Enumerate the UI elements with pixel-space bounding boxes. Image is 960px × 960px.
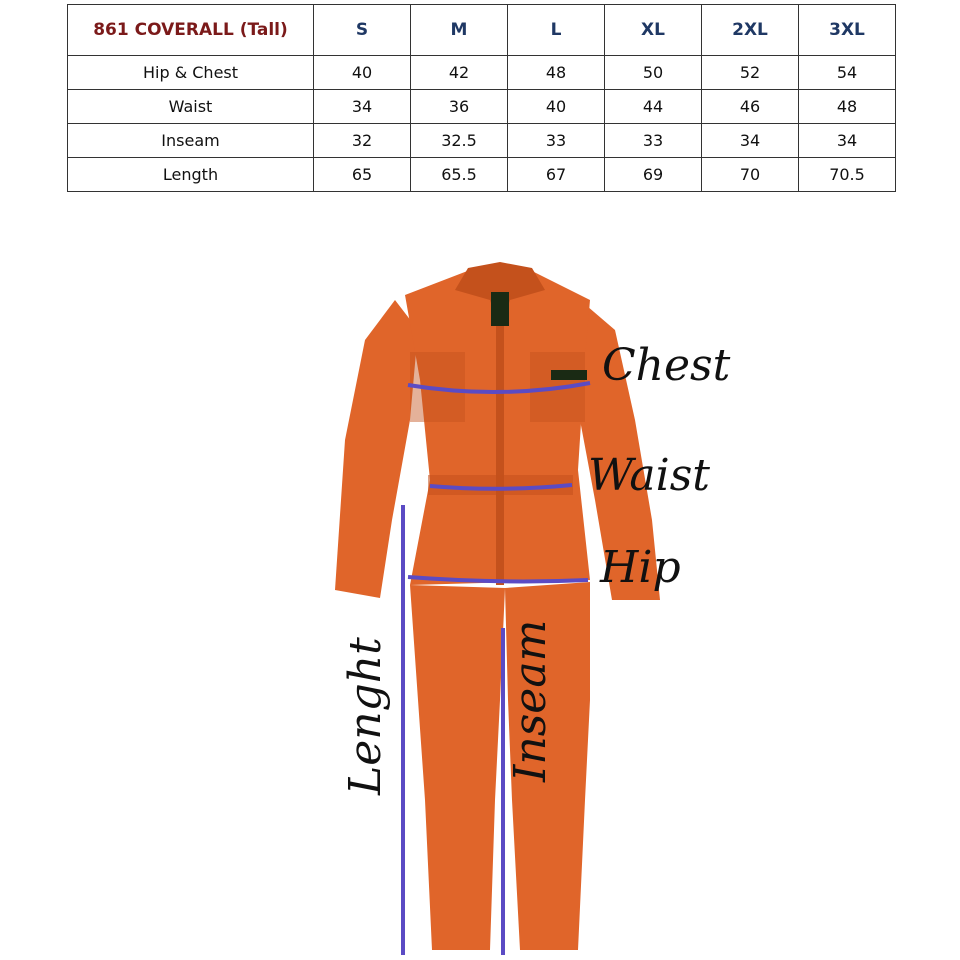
brand-label [491,292,509,326]
size-header: S [314,5,411,56]
row-label: Length [68,158,314,192]
table-cell: 36 [411,90,508,124]
coverall-measurement-diagram [0,200,960,960]
size-header: 3XL [799,5,896,56]
table-cell: 69 [605,158,702,192]
table-cell: 34 [799,124,896,158]
table-cell: 50 [605,56,702,90]
left-sleeve [335,300,418,598]
size-header: 2XL [702,5,799,56]
table-cell: 70 [702,158,799,192]
row-label: Waist [68,90,314,124]
table-cell: 40 [508,90,605,124]
waist-label: Waist [588,450,710,501]
row-label: Inseam [68,124,314,158]
table-cell: 42 [411,56,508,90]
table-cell: 34 [314,90,411,124]
table-cell: 34 [702,124,799,158]
table-cell: 67 [508,158,605,192]
table-cell: 48 [799,90,896,124]
table-cell: 48 [508,56,605,90]
table-row [68,158,896,192]
table-cell: 54 [799,56,896,90]
chest-badge [551,370,587,380]
table-row [68,56,896,90]
length-label: Lenght [340,637,391,795]
size-header: L [508,5,605,56]
table-cell: 40 [314,56,411,90]
size-header: M [411,5,508,56]
row-label: Hip & Chest [68,56,314,90]
table-header-row [68,5,896,56]
left-leg [410,585,505,950]
chest-label: Chest [602,340,731,391]
table-cell: 65.5 [411,158,508,192]
table-cell: 65 [314,158,411,192]
table-cell: 32.5 [411,124,508,158]
table-cell: 46 [702,90,799,124]
table-cell: 33 [605,124,702,158]
zipper-placket [496,300,504,585]
table-title: 861 COVERALL (Tall) [68,5,314,56]
inseam-label: Inseam [505,619,556,782]
table-row [68,124,896,158]
table-cell: 44 [605,90,702,124]
hip-label: Hip [600,542,681,593]
table-cell: 33 [508,124,605,158]
size-chart-table [67,4,896,192]
size-header: XL [605,5,702,56]
table-row [68,90,896,124]
table-cell: 52 [702,56,799,90]
table-cell: 70.5 [799,158,896,192]
table-cell: 32 [314,124,411,158]
